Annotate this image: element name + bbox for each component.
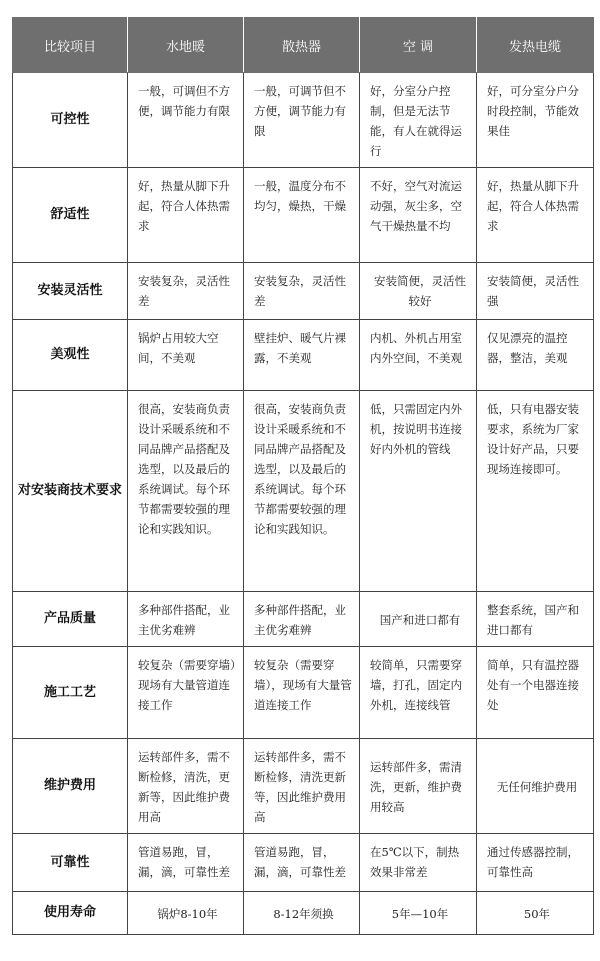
header-radiator: 散热器 xyxy=(244,18,360,73)
table-cell: 内机、外机占用室内外空间，不美观 xyxy=(360,320,477,391)
table-cell: 一般，可调但不方便，调节能力有限 xyxy=(128,73,244,168)
table-cell: 简单，只有温控器处有一个电器连接处 xyxy=(477,647,594,739)
row-label: 安装灵活性 xyxy=(13,263,128,320)
row-label: 美观性 xyxy=(13,320,128,391)
table-cell: 好，分室分户控制，但是无法节能，有人在就得运行 xyxy=(360,73,477,168)
row-label: 使用寿命 xyxy=(13,892,128,935)
table-cell: 安装复杂，灵活性差 xyxy=(128,263,244,320)
table-cell: 安装简便，灵活性较好 xyxy=(360,263,477,320)
table-row xyxy=(13,168,594,263)
table-cell: 好，热量从脚下升起，符合人体热需求 xyxy=(128,168,244,263)
table-cell: 运转部件多，需不断检修，清洗更新等，因此维护费用高 xyxy=(244,739,360,834)
table-cell: 较复杂（需要穿墙）现场有大量管道连接工作 xyxy=(128,647,244,739)
table-cell: 管道易跑，冒，漏，滴，可靠性差 xyxy=(128,834,244,892)
table-cell: 整套系统，国产和进口都有 xyxy=(477,592,594,647)
table-row xyxy=(13,320,594,391)
table-row xyxy=(13,592,594,647)
table-cell: 壁挂炉、暖气片裸露，不美观 xyxy=(244,320,360,391)
header-air-conditioner: 空 调 xyxy=(360,18,477,73)
table-row xyxy=(13,834,594,892)
heating-comparison-table xyxy=(12,17,594,935)
table-cell: 通过传感器控制，可靠性高 xyxy=(477,834,594,892)
table-cell: 很高，安装商负责设计采暖系统和不同品牌产品搭配及选型，以及最后的系统调试。每个环节都需要较强的理论和实践知识。 xyxy=(244,391,360,592)
row-label: 可控性 xyxy=(13,73,128,168)
table-cell: 多种部件搭配，业主优劣难辨 xyxy=(244,592,360,647)
table-row xyxy=(13,647,594,739)
table-cell: 锅炉8-10年 xyxy=(128,892,244,935)
table-cell: 8-12年须换 xyxy=(244,892,360,935)
table-cell: 较复杂（需要穿墙），现场有大量管道连接工作 xyxy=(244,647,360,739)
row-label: 施工工艺 xyxy=(13,647,128,739)
table-cell: 好，热量从脚下升起，符合人体热需求 xyxy=(477,168,594,263)
table-cell: 安装复杂，灵活性差 xyxy=(244,263,360,320)
row-label: 维护费用 xyxy=(13,739,128,834)
comparison-table-wrapper xyxy=(12,17,594,935)
table-cell: 国产和进口都有 xyxy=(360,592,477,647)
row-label: 舒适性 xyxy=(13,168,128,263)
table-row xyxy=(13,263,594,320)
table-cell: 不好，空气对流运动强，灰尘多，空气干燥热量不均 xyxy=(360,168,477,263)
table-cell: 无任何维护费用 xyxy=(477,739,594,834)
table-cell: 一般，温度分布不均匀，燥热，干燥 xyxy=(244,168,360,263)
header-row xyxy=(13,18,594,73)
table-cell: 安装简便，灵活性强 xyxy=(477,263,594,320)
table-cell: 好，可分室分户分时段控制，节能效果佳 xyxy=(477,73,594,168)
table-cell: 仅见漂亮的温控器，整洁，美观 xyxy=(477,320,594,391)
table-cell: 运转部件多，需清洗，更新，维护费用较高 xyxy=(360,739,477,834)
table-cell: 5年—10年 xyxy=(360,892,477,935)
row-label: 产品质量 xyxy=(13,592,128,647)
table-cell: 管道易跑，冒，漏，滴，可靠性差 xyxy=(244,834,360,892)
table-row xyxy=(13,892,594,935)
table-row xyxy=(13,73,594,168)
table-cell: 低，只有电器安装要求，系统为厂家设计好产品，只要现场连接即可。 xyxy=(477,391,594,592)
table-cell: 低，只需固定内外机，按说明书连接好内外机的管线 xyxy=(360,391,477,592)
table-row xyxy=(13,739,594,834)
table-row xyxy=(13,391,594,592)
table-cell: 在5℃以下，制热效果非常差 xyxy=(360,834,477,892)
header-compare-item: 比较项目 xyxy=(13,18,128,73)
header-heating-cable: 发热电缆 xyxy=(477,18,594,73)
table-cell: 较简单，只需要穿墙，打孔，固定内外机，连接线管 xyxy=(360,647,477,739)
table-cell: 运转部件多，需不断检修，清洗，更新等，因此维护费用高 xyxy=(128,739,244,834)
table-cell: 50年 xyxy=(477,892,594,935)
table-cell: 很高，安装商负责设计采暖系统和不同品牌产品搭配及选型，以及最后的系统调试。每个环节都需要较强的理论和实践知识。 xyxy=(128,391,244,592)
row-label: 对安装商技术要求 xyxy=(13,391,128,592)
table-cell: 锅炉占用较大空间，不美观 xyxy=(128,320,244,391)
table-cell: 一般，可调节但不方便，调节能力有限 xyxy=(244,73,360,168)
table-cell: 多种部件搭配，业主优劣难辨 xyxy=(128,592,244,647)
row-label: 可靠性 xyxy=(13,834,128,892)
header-water-floor-heating: 水地暖 xyxy=(128,18,244,73)
